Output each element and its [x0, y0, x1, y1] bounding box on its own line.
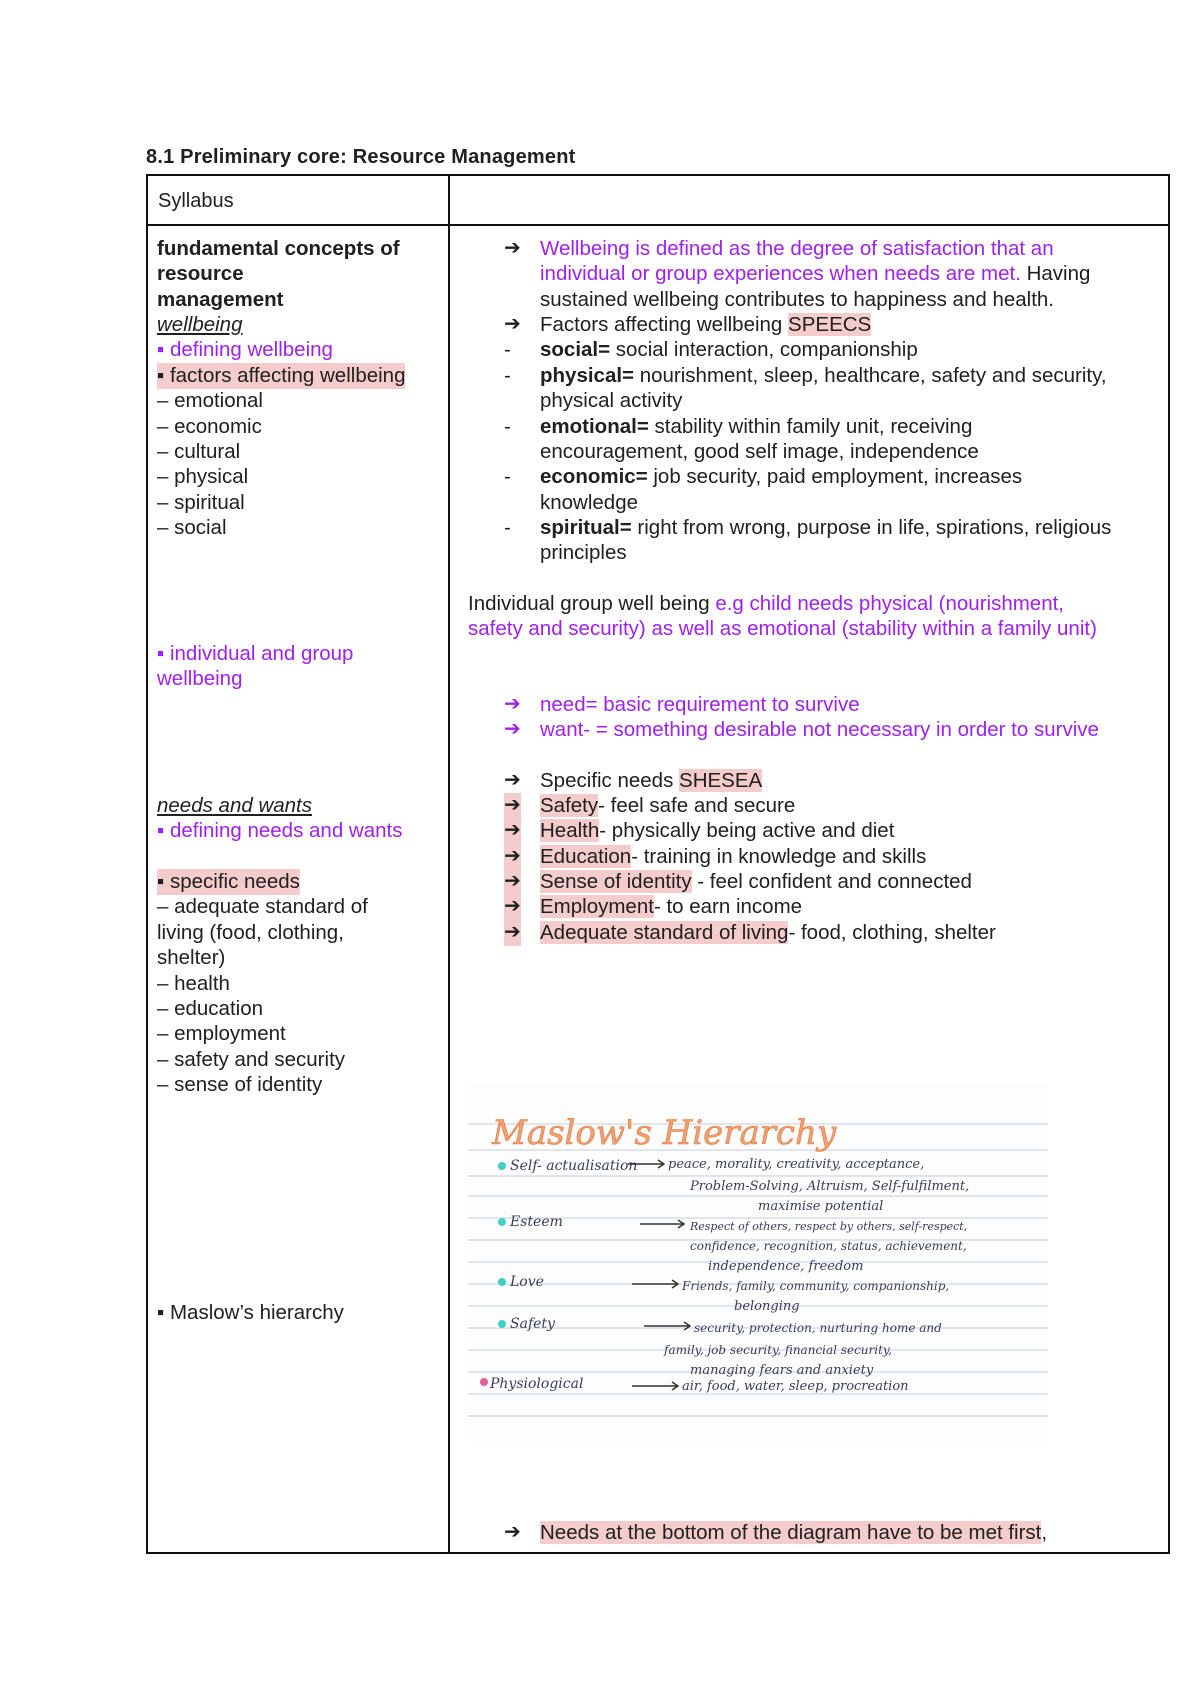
note-line [540, 894, 802, 920]
note-line [540, 920, 996, 946]
level-desc: Friends, family, community, companionship, [682, 1279, 950, 1293]
note-line [540, 414, 972, 440]
list-item: living (food, clothing, [157, 921, 344, 944]
note-segment: - feel safe and secure [598, 794, 796, 817]
section-heading: resource [157, 262, 244, 285]
list-item: – physical [157, 465, 249, 488]
note-line: sustained wellbeing contributes to happiness and health. [540, 288, 1054, 311]
definition: stability within family unit, receiving [648, 415, 973, 438]
page-title: 8.1 Preliminary core: Resource Management [146, 146, 576, 168]
individual-group-wellbeing: wellbeing [157, 667, 243, 690]
arrow-icon: ➔ [504, 237, 521, 259]
note-line: principles [540, 541, 627, 564]
defining-wellbeing: ▪ defining wellbeing [157, 338, 333, 361]
level-desc: Problem-Solving, Altruism, Self-fulfilment, [690, 1179, 970, 1194]
level-desc: independence, freedom [708, 1259, 864, 1274]
note-segment: - training in knowledge and skills [631, 845, 927, 868]
needs-wants-subheading: needs and wants [157, 794, 313, 817]
arrow-icon: ➔ [504, 869, 521, 895]
highlight: Safety [540, 794, 599, 817]
definition: nourishment, sleep, healthcare, safety and security, [634, 364, 1107, 387]
note-line [540, 464, 1022, 490]
level-dot [498, 1218, 506, 1226]
arrow-icon: ➔ [504, 894, 521, 920]
note-line: physical activity [540, 389, 683, 412]
term: spiritual= [540, 516, 632, 539]
arrow-icon: ➔ [504, 1521, 521, 1543]
factors-affecting-wellbeing: ▪ factors affecting wellbeing [157, 364, 406, 387]
arrow-icon: ➔ [504, 818, 521, 844]
list-item: – emotional [157, 389, 263, 412]
note-line [468, 591, 1064, 617]
wellbeing-subheading: wellbeing [157, 313, 243, 336]
note-segment: Factors affecting wellbeing [540, 313, 789, 336]
note-line [540, 363, 1107, 389]
highlight: Sense of identity [540, 870, 692, 893]
level-dot [480, 1378, 488, 1386]
level-label: Physiological [490, 1376, 584, 1392]
column-divider [448, 176, 450, 1552]
note-line: encouragement, good self image, independence [540, 440, 979, 463]
term: emotional= [540, 415, 649, 438]
note-segment: - physically being active and diet [599, 819, 895, 842]
list-item: – spiritual [157, 491, 245, 514]
arrow-icon: ➔ [504, 718, 521, 740]
diagram-heading: Maslow's Hierarchy [492, 1113, 837, 1153]
level-label: Love [510, 1274, 544, 1290]
maslow-hierarchy-diagram [468, 1084, 1048, 1442]
arrow-icon: ➔ [504, 844, 521, 870]
highlight: Adequate standard of living [540, 921, 789, 944]
highlight: Needs at the bottom of the diagram have to be met first [540, 1521, 1042, 1544]
dash-bullet: - [504, 516, 511, 539]
level-dot [498, 1162, 506, 1170]
list-item: – employment [157, 1022, 286, 1045]
dash-bullet: - [504, 465, 511, 488]
note-line [540, 515, 1111, 541]
note-line: safety and security) as well as emotional (stability within a family unit) [468, 617, 1097, 640]
highlight: Health [540, 819, 600, 842]
arrow-icon: ➔ [504, 693, 521, 715]
note-line [540, 312, 871, 338]
list-item: – adequate standard of [157, 895, 368, 918]
list-item: – economic [157, 415, 262, 438]
level-desc: Respect of others, respect by others, self-respect, [690, 1220, 968, 1233]
arrow-icon: ➔ [504, 313, 521, 335]
level-desc: security, protection, nurturing home and [694, 1321, 942, 1335]
note-line: knowledge [540, 491, 639, 514]
definition: job security, paid employment, increases [647, 465, 1023, 488]
note-segment: - food, clothing, shelter [788, 921, 996, 944]
term: economic= [540, 465, 648, 488]
definition: right from wrong, purpose in life, spirations, religious [631, 516, 1112, 539]
section-heading: management [157, 288, 284, 311]
dash-bullet: - [504, 338, 511, 361]
note-line [540, 793, 795, 819]
note-line [540, 1520, 1047, 1546]
note-line [540, 768, 762, 794]
highlight: Education [540, 845, 632, 868]
level-desc: air, food, water, sleep, procreation [682, 1379, 909, 1394]
level-dot [498, 1320, 506, 1328]
list-item: – health [157, 972, 230, 995]
list-item: – social [157, 516, 227, 539]
note-segment: e.g child needs physical (nourishment, [715, 592, 1065, 615]
note-line [540, 818, 894, 844]
specific-needs: ▪ specific needs [157, 870, 300, 893]
note-line: need= basic requirement to survive [540, 693, 860, 716]
level-dot [498, 1278, 506, 1286]
defining-needs-wants: ▪ defining needs and wants [157, 819, 403, 842]
maslow-hierarchy-item: ▪ Maslow’s hierarchy [157, 1301, 344, 1324]
note-line [540, 261, 1090, 287]
list-item: – cultural [157, 440, 241, 463]
note-segment: individual or group experiences when needs are met. [540, 262, 1021, 285]
syllabus-header: Syllabus [158, 190, 234, 212]
note-segment: - to earn income [653, 895, 803, 918]
level-label: Safety [510, 1316, 555, 1332]
arrow-icon: ➔ [504, 920, 521, 946]
level-desc: managing fears and anxiety [690, 1363, 874, 1378]
dash-bullet: - [504, 364, 511, 387]
note-segment: Individual group well being [468, 592, 716, 615]
note-segment: Having [1020, 262, 1091, 285]
note-line: Wellbeing is defined as the degree of satisfaction that an [540, 237, 1054, 260]
term: social= [540, 338, 611, 361]
arrow-icon: ➔ [504, 793, 521, 819]
highlight: SPEECS [788, 313, 872, 336]
highlight: SHESEA [679, 769, 763, 792]
list-item: – safety and security [157, 1048, 346, 1071]
dash-bullet: - [504, 415, 511, 438]
level-label: Self- actualisation [510, 1158, 638, 1174]
level-desc: maximise potential [758, 1199, 884, 1214]
term: physical= [540, 364, 635, 387]
note-segment: , [1041, 1521, 1048, 1544]
note-segment: Specific needs [540, 769, 680, 792]
level-desc: belonging [734, 1299, 800, 1314]
note-line [540, 337, 918, 363]
header-divider [148, 224, 1168, 226]
syllabus-table [146, 174, 1170, 1554]
list-item: – sense of identity [157, 1073, 323, 1096]
note-segment: - feel confident and connected [691, 870, 972, 893]
list-item: – education [157, 997, 264, 1020]
arrow-icon: ➔ [504, 769, 521, 791]
highlight: Employment [540, 895, 654, 918]
section-heading: fundamental concepts of [157, 237, 400, 260]
level-label: Esteem [510, 1214, 563, 1230]
level-desc: family, job security, financial security, [664, 1343, 892, 1357]
definition: social interaction, companionship [610, 338, 918, 361]
note-line [540, 869, 972, 895]
note-line [540, 844, 926, 870]
individual-group-wellbeing: ▪ individual and group [157, 642, 354, 665]
note-line: want- = something desirable not necessary in order to survive [540, 718, 1099, 741]
level-desc: confidence, recognition, status, achievement, [690, 1239, 967, 1253]
list-item: shelter) [157, 946, 226, 969]
level-desc: peace, morality, creativity, acceptance, [668, 1157, 925, 1172]
